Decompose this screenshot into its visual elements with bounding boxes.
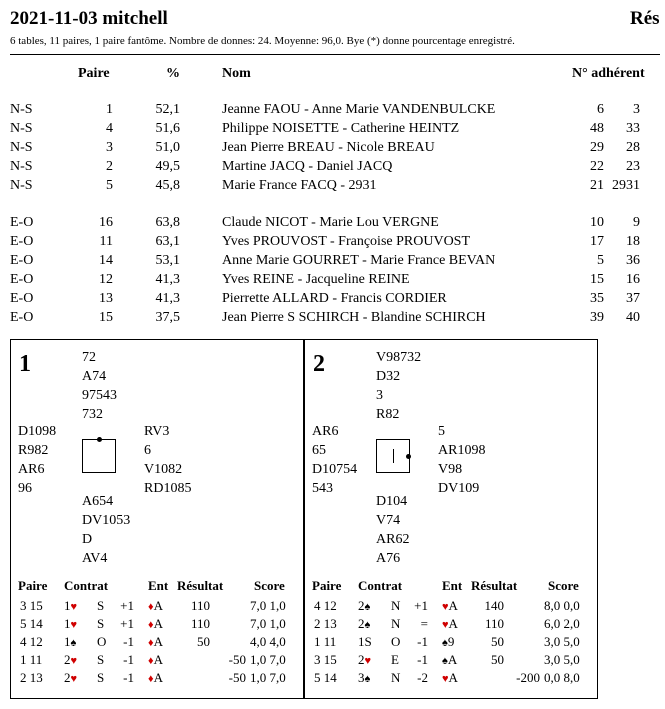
row-direction: N-S (10, 159, 33, 174)
row-paire: 15 (99, 310, 113, 325)
score-declarer: S (97, 598, 105, 613)
contract-suit-icon: ♥ (364, 655, 372, 667)
score-paire: 3 15 (20, 598, 43, 613)
score-plus: 110 (190, 598, 210, 613)
score-lead: ♦A (148, 616, 164, 631)
board-number: 1 (19, 351, 31, 377)
contract-suit-icon: ♥ (70, 655, 78, 667)
contract-suit-icon: ♠ (364, 673, 371, 685)
contract-level: 1 (64, 598, 71, 613)
score-result: -1 (417, 652, 428, 667)
score-declarer: S (97, 616, 105, 631)
score-lead: ♦A (148, 670, 164, 685)
score-value: 8,0 0,0 (544, 598, 580, 613)
hand-east: AR1098 (438, 443, 486, 458)
score-header-score: Score (548, 578, 579, 593)
hand-east: V98 (438, 462, 463, 477)
score-contract (64, 670, 77, 686)
row-pct: 51,0 (155, 140, 180, 155)
contract-level: 2 (358, 652, 365, 667)
hand-south: DV1053 (82, 513, 131, 528)
score-lead: ♥A (442, 598, 458, 613)
score-declarer: O (391, 634, 401, 649)
contract-level: 2 (358, 598, 365, 613)
score-contract (358, 598, 370, 614)
score-paire: 4 12 (20, 634, 43, 649)
hand-west: R982 (18, 443, 49, 458)
row-direction: E-O (10, 253, 34, 268)
row-direction: N-S (10, 121, 33, 136)
dealer-compass (82, 439, 116, 473)
col-header-adherent: N° adhérent (572, 66, 645, 81)
row-name: Marie France FACQ - 2931 (222, 178, 377, 193)
row-pct: 41,3 (155, 272, 180, 287)
hand-west: 543 (312, 481, 333, 496)
row-adherent-2: 40 (626, 310, 640, 325)
hand-south: AV4 (82, 551, 108, 566)
row-adherent-2: 36 (626, 253, 640, 268)
score-result: -1 (123, 652, 134, 667)
row-pct: 49,5 (155, 159, 180, 174)
hand-south: A76 (376, 551, 401, 566)
score-lead: ♦A (148, 634, 164, 649)
score-paire: 5 14 (314, 670, 337, 685)
score-result: = (420, 616, 428, 631)
page-title-right: Rés (630, 8, 660, 29)
score-result: +1 (120, 598, 134, 613)
row-adherent-1: 15 (590, 272, 604, 287)
row-adherent-1: 39 (590, 310, 604, 325)
row-direction: E-O (10, 215, 34, 230)
hand-east: 6 (144, 443, 151, 458)
score-paire: 1 11 (314, 634, 337, 649)
score-header-ent: Ent (148, 578, 169, 593)
hand-west: AR6 (312, 424, 339, 439)
score-plus: 50 (197, 634, 210, 649)
score-lead: ♠9 (442, 634, 455, 649)
row-name: Jean Pierre S SCHIRCH - Blandine SCHIRCH (222, 310, 486, 325)
row-paire: 1 (106, 102, 113, 117)
score-value: 1,0 7,0 (250, 652, 286, 667)
score-result: -1 (123, 634, 134, 649)
contract-level: 3 (358, 670, 365, 685)
hand-north: V98732 (376, 350, 422, 365)
contract-suit-icon: ♥ (70, 673, 78, 685)
score-contract (64, 598, 77, 614)
row-direction: E-O (10, 310, 34, 325)
score-result: -1 (123, 670, 134, 685)
score-value: 0,0 8,0 (544, 670, 580, 685)
score-result: +1 (414, 598, 428, 613)
score-value: 3,0 5,0 (544, 634, 580, 649)
score-header-ent: Ent (442, 578, 463, 593)
score-minus: -50 (228, 670, 246, 685)
score-header-resultat: Résultat (177, 578, 224, 593)
contract-suit-icon: ♠ (364, 601, 371, 613)
score-minus: -50 (228, 652, 246, 667)
row-pct: 53,1 (155, 253, 180, 268)
contract-suit-icon: ♠ (70, 637, 77, 649)
page-subtitle: 6 tables, 11 paires, 1 paire fantôme. Nombre de donnes: 24. Moyenne: 96,0. Bye (*) donne pourcentage enregistré. (10, 35, 515, 47)
hand-north: 3 (376, 388, 383, 403)
hand-north: 97543 (82, 388, 117, 403)
score-declarer: N (391, 598, 401, 613)
score-contract (358, 652, 371, 668)
row-name: Jean Pierre BREAU - Nicole BREAU (222, 140, 435, 155)
hand-south: D104 (376, 494, 408, 509)
contract-suit-icon: ♥ (70, 619, 78, 631)
dealer-dot (406, 454, 411, 459)
hand-east: RD1085 (144, 481, 192, 496)
score-contract (358, 634, 372, 650)
score-value: 3,0 5,0 (544, 652, 580, 667)
row-adherent-2: 9 (633, 215, 640, 230)
row-paire: 5 (106, 178, 113, 193)
score-declarer: N (391, 616, 401, 631)
row-name: Martine JACQ - Daniel JACQ (222, 159, 393, 174)
score-lead: ♥A (442, 616, 458, 631)
row-paire: 11 (99, 234, 113, 249)
score-header-resultat: Résultat (471, 578, 518, 593)
hand-south: V74 (376, 513, 401, 528)
score-declarer: N (391, 670, 401, 685)
row-adherent-2: 16 (626, 272, 640, 287)
score-header-score: Score (254, 578, 285, 593)
row-name: Jeanne FAOU - Anne Marie VANDENBULCKE (222, 102, 496, 117)
row-direction: N-S (10, 140, 33, 155)
row-adherent-2: 37 (626, 291, 640, 306)
header-divider (10, 54, 660, 55)
hand-north: D32 (376, 369, 401, 384)
row-paire: 14 (99, 253, 113, 268)
row-paire: 2 (106, 159, 113, 174)
contract-level: 1 (64, 634, 71, 649)
contract-suit-icon: ♠ (364, 619, 371, 631)
score-value: 7,0 1,0 (250, 616, 286, 631)
row-pct: 45,8 (155, 178, 180, 193)
row-pct: 63,8 (155, 215, 180, 230)
hand-west: 65 (312, 443, 326, 458)
hand-north: A74 (82, 369, 107, 384)
row-direction: N-S (10, 102, 33, 117)
score-contract (64, 634, 76, 650)
score-paire: 1 11 (20, 652, 43, 667)
row-name: Anne Marie GOURRET - Marie France BEVAN (222, 253, 496, 268)
row-direction: E-O (10, 234, 34, 249)
score-declarer: S (97, 652, 105, 667)
row-paire: 12 (99, 272, 113, 287)
row-pct: 37,5 (155, 310, 180, 325)
score-paire: 4 12 (314, 598, 337, 613)
score-lead: ♦A (148, 652, 164, 667)
col-header-nom: Nom (222, 66, 251, 81)
row-direction: E-O (10, 272, 34, 287)
row-adherent-2: 33 (626, 121, 640, 136)
row-adherent-1: 22 (590, 159, 604, 174)
page-title: 2021-11-03 mitchell (10, 8, 168, 29)
contract-level: 2 (64, 652, 71, 667)
score-declarer: S (97, 670, 105, 685)
hand-east: RV3 (144, 424, 170, 439)
hand-north: 72 (82, 350, 96, 365)
col-header-paire: Paire (78, 66, 110, 81)
row-name: Claude NICOT - Marie Lou VERGNE (222, 215, 439, 230)
vulnerability-bar (393, 449, 394, 463)
contract-level: 1 (64, 616, 71, 631)
score-contract (358, 616, 370, 632)
row-adherent-1: 35 (590, 291, 604, 306)
row-adherent-2: 28 (626, 140, 640, 155)
hand-south: AR62 (376, 532, 410, 547)
score-contract (358, 670, 370, 686)
score-paire: 5 14 (20, 616, 43, 631)
score-plus: 50 (491, 652, 504, 667)
score-value: 1,0 7,0 (250, 670, 286, 685)
row-paire: 16 (99, 215, 113, 230)
row-adherent-1: 29 (590, 140, 604, 155)
hand-north: 732 (82, 407, 103, 422)
score-declarer: E (391, 652, 399, 667)
contract-level: 1S (358, 634, 372, 649)
row-name: Pierrette ALLARD - Francis CORDIER (222, 291, 447, 306)
score-result: -1 (417, 634, 428, 649)
dealer-dot (97, 437, 102, 442)
row-adherent-2: 23 (626, 159, 640, 174)
row-adherent-2: 3 (633, 102, 640, 117)
board-number: 2 (313, 351, 325, 377)
row-adherent-1: 6 (597, 102, 604, 117)
score-plus: 140 (484, 598, 504, 613)
score-lead: ♦A (148, 598, 164, 613)
dealer-compass (376, 439, 410, 473)
row-adherent-2: 2931 (612, 178, 640, 193)
score-declarer: O (97, 634, 107, 649)
row-adherent-1: 10 (590, 215, 604, 230)
score-contract (64, 652, 77, 668)
row-adherent-2: 18 (626, 234, 640, 249)
score-header-contrat: Contrat (64, 578, 109, 593)
row-name: Yves PROUVOST - Françoise PROUVOST (222, 234, 471, 249)
score-result: +1 (120, 616, 134, 631)
row-paire: 4 (106, 121, 113, 136)
score-plus: 110 (190, 616, 210, 631)
hand-east: 5 (438, 424, 445, 439)
row-paire: 13 (99, 291, 113, 306)
score-header-paire: Paire (312, 578, 342, 593)
hand-east: DV109 (438, 481, 480, 496)
score-contract (64, 616, 77, 632)
row-pct: 63,1 (155, 234, 180, 249)
hand-east: V1082 (144, 462, 183, 477)
row-direction: N-S (10, 178, 33, 193)
score-value: 7,0 1,0 (250, 598, 286, 613)
score-result: -2 (417, 670, 428, 685)
hand-west: AR6 (18, 462, 45, 477)
row-paire: 3 (106, 140, 113, 155)
score-value: 4,0 4,0 (250, 634, 286, 649)
contract-suit-icon: ♥ (70, 601, 78, 613)
row-pct: 41,3 (155, 291, 180, 306)
contract-level: 2 (64, 670, 71, 685)
row-direction: E-O (10, 291, 34, 306)
hand-north: R82 (376, 407, 400, 422)
row-name: Yves REINE - Jacqueline REINE (222, 272, 410, 287)
score-minus: -200 (516, 670, 540, 685)
score-value: 6,0 2,0 (544, 616, 580, 631)
row-pct: 51,6 (155, 121, 180, 136)
hand-west: 96 (18, 481, 32, 496)
contract-level: 2 (358, 616, 365, 631)
score-plus: 50 (491, 634, 504, 649)
hand-west: D1098 (18, 424, 57, 439)
hand-west: D10754 (312, 462, 358, 477)
row-adherent-1: 48 (590, 121, 604, 136)
col-header-pct: % (166, 66, 180, 81)
score-paire: 3 15 (314, 652, 337, 667)
row-adherent-1: 21 (590, 178, 604, 193)
score-lead: ♠A (442, 652, 458, 667)
score-plus: 110 (484, 616, 504, 631)
score-header-contrat: Contrat (358, 578, 403, 593)
row-pct: 52,1 (155, 102, 180, 117)
score-lead: ♥A (442, 670, 458, 685)
hand-south: D (82, 532, 93, 547)
row-adherent-1: 17 (590, 234, 604, 249)
score-paire: 2 13 (20, 670, 43, 685)
hand-south: A654 (82, 494, 114, 509)
row-adherent-1: 5 (597, 253, 604, 268)
row-name: Philippe NOISETTE - Catherine HEINTZ (222, 121, 460, 136)
score-paire: 2 13 (314, 616, 337, 631)
score-header-paire: Paire (18, 578, 48, 593)
